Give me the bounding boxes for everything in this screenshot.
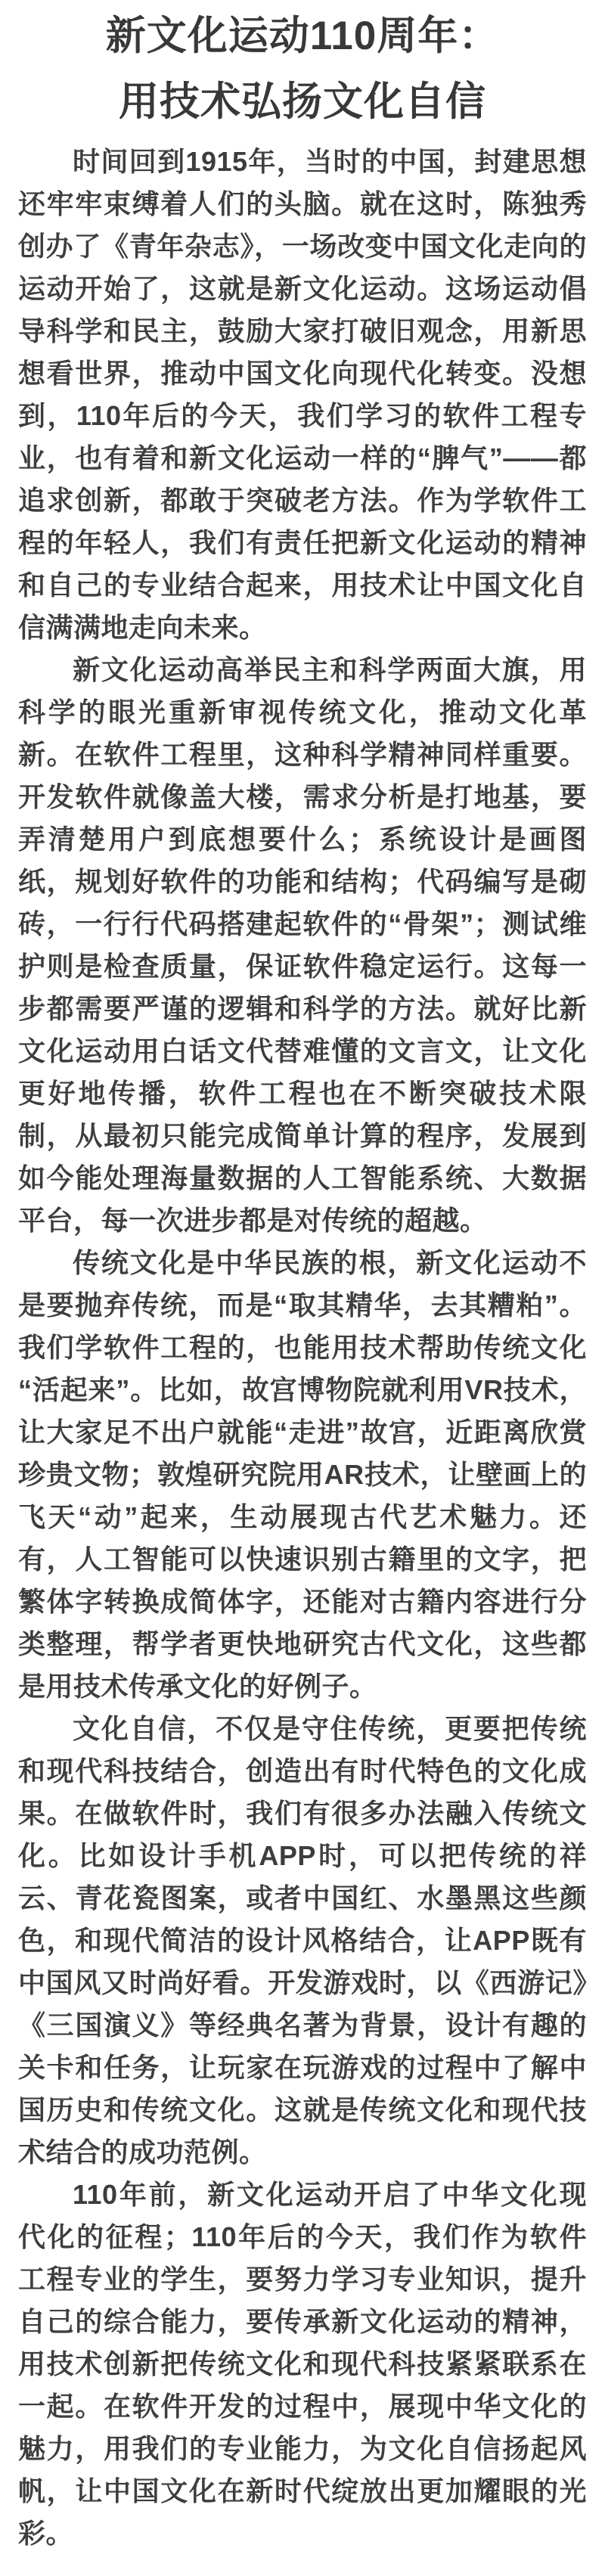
paragraph-3: 传统文化是中华民族的根，新文化运动不是要抛弃传统，而是“取其精华，去其糟粕”。我们学软件工程的，也能用技术帮助传统文化“活起来”。比如，故宫博物院就利用VR技术，让大家足不出户就能“走进”故宫，近距离欣赏珍贵文物；敦煌研究院用AR技术，让壁画上的飞天“动”起来，生动展现古代艺术魅力。还有，人工智能可以快速识别古籍里的文字，把繁体字转换成简体字，还能对古籍内容进行分类整理，帮学者更快地研究古代文化，这些都是用技术传承文化的好例子。 [18,1247,587,1702]
title-line-1: 新文化运动110周年： [105,14,500,58]
paragraph-5: 110年前，新文化运动开启了中华文化现代化的征程；110年后的今天，我们作为软件工程专业的学生，要努力学习专业知识，提升自己的综合能力，要传承新文化运动的精神，用技术创新把传统文化和现代科技紧紧联系在一起。在软件开发的过程中，展现中华文化的魅力，用我们的专业能力，为文化自信扬起风帆，让中国文化在新时代绽放出更加耀眼的光彩。 [18,2179,587,2549]
paragraph-4: 文化自信，不仅是守住传统，更要把传统和现代科技结合，创造出有时代特色的文化成果。在做软件时，我们有很多办法融入传统文化。比如设计手机APP时，可以把传统的祥云、青花瓷图案，或者中国红、水墨黑这些颜色，和现代简洁的设计风格结合，让APP既有中国风又时尚好看。开发游戏时，以《西游记》《三国演义》等经典名著为背景，设计有趣的关卡和任务，让玩家在玩游戏的过程中了解中国历史和传统文化。这就是传统文化和现代技术结合的成功范例。 [18,1713,587,2168]
article-title [18,3,587,135]
title-line-2: 用技术弘扬文化自信 [119,79,486,124]
paragraph-1: 时间回到1915年，当时的中国，封建思想还牢牢束缚着人们的头脑。就在这时，陈独秀创办了《青年杂志》，一场改变中国文化走向的运动开始了，这就是新文化运动。这场运动倡导科学和民主，鼓励大家打破旧观念，用新思想看世界，推动中国文化向现代化转变。没想到，110年后的今天，我们学习的软件工程专业，也有着和新文化运动一样的“脾气”——都追求创新，都敢于突破老方法。作为学软件工程的年轻人，我们有责任把新文化运动的精神和自己的专业结合起来，用技术让中国文化自信满满地走向未来。 [18,146,587,643]
paragraph-2: 新文化运动高举民主和科学两面大旗，用科学的眼光重新审视传统文化，推动文化革新。在软件工程里，这种科学精神同样重要。开发软件就像盖大楼，需求分析是打地基，要弄清楚用户到底想要什么；系统设计是画图纸，规划好软件的功能和结构；代码编写是砌砖，一行行代码搭建起软件的“骨架”；测试维护则是检查质量，保证软件稳定运行。这每一步都需要严谨的逻辑和科学的方法。就好比新文化运动用白话文代替难懂的文言文，让文化更好地传播，软件工程也在不断突破技术限制，从最初只能完成简单计算的程序，发展到如今能处理海量数据的人工智能系统、大数据平台，每一次进步都是对传统的超越。 [18,654,587,1236]
article-body [18,141,587,2555]
